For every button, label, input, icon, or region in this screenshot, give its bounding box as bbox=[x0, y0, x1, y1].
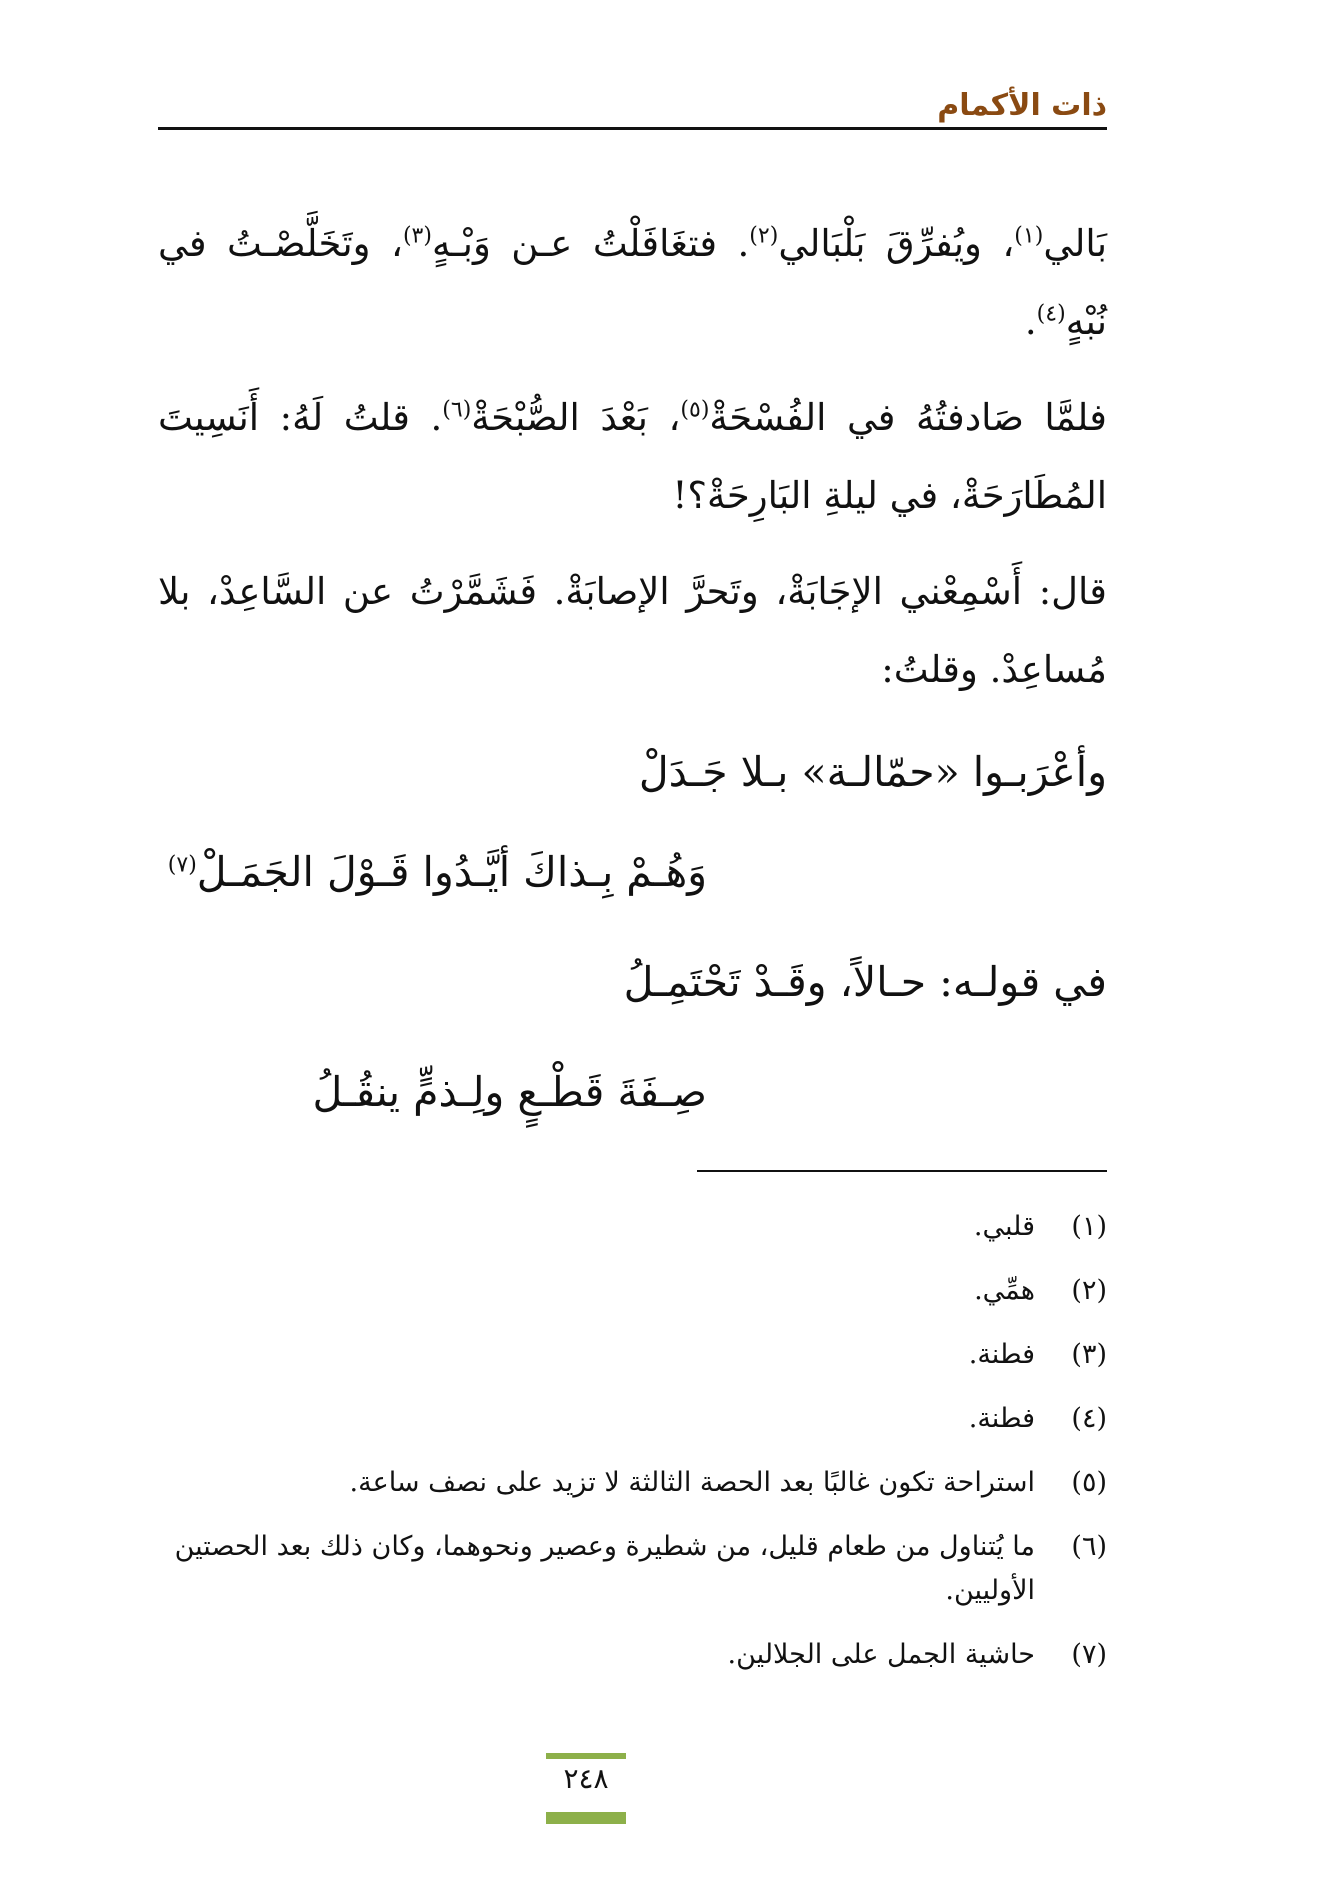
footnote-text: ما يُتناول من طعام قليل، من شطيرة وعصير ونحوهما، وكان ذلك بعد الحصتين الأوليين. bbox=[174, 1531, 1035, 1606]
verse-text: صِـفَةَ قَطْـعٍ ولِـذمٍّ ينقُـلُ bbox=[312, 1068, 707, 1116]
paragraph-1 bbox=[158, 205, 1107, 361]
footnote-number: (١) bbox=[1071, 1211, 1107, 1242]
footnote-item bbox=[158, 1269, 1107, 1313]
verse-line-4 bbox=[312, 1068, 707, 1116]
verse-text: وَهُـمْ بِـذاكَ أيَّـدُوا قَـوْلَ الجَمَـلْ bbox=[196, 848, 707, 896]
footnote-item bbox=[158, 1461, 1107, 1505]
footnote-text: فطنة. bbox=[968, 1339, 1035, 1370]
footnote-item bbox=[158, 1633, 1107, 1677]
text-segment: ، ويُفرِّقَ بَلْبَالي bbox=[778, 222, 1015, 265]
footnotes bbox=[158, 1205, 1107, 1697]
text-segment: ، وتَخَلَّصْـتُ في نُبْهٍ bbox=[158, 222, 1107, 343]
header-rule bbox=[158, 127, 1107, 130]
body-text bbox=[158, 205, 1107, 727]
text-segment: . فتغَافَلْتُ عـن وَبْـهٍ bbox=[431, 222, 750, 265]
footnote-number: (٢) bbox=[1071, 1275, 1107, 1306]
text-segment: قال: أَسْمِعْني الإجَابَةْ، وتَحرَّ الإصابَةْ. فَشَمَّرْتُ عن السَّاعِدْ، بلا مُساعِدْ. وقلتُ: bbox=[158, 570, 1107, 691]
verse-line-3 bbox=[624, 958, 1107, 1006]
footnote-ref-1[interactable]: (١) bbox=[1014, 223, 1044, 249]
page-number-bottom-bar bbox=[546, 1812, 626, 1824]
text-segment: . قلتُ لَهُ: أَنَسِيتَ المُطَارَحَةْ، في ليلةِ البَارِحَةْ؟! bbox=[158, 396, 1107, 517]
verse-text: وأعْرَبـوا «حمّالـة» بـلا جَـدَلْ bbox=[638, 748, 1107, 796]
footnote-ref-2[interactable]: (٢) bbox=[749, 223, 779, 249]
running-header-title: ذات الأكمام bbox=[937, 88, 1107, 123]
footnote-ref-7[interactable]: (٧) bbox=[167, 852, 197, 878]
footnote-text: حاشية الجمل على الجلالين. bbox=[727, 1639, 1035, 1670]
paragraph-3 bbox=[158, 553, 1107, 709]
footnote-item bbox=[158, 1525, 1107, 1613]
footnote-text: قلبي. bbox=[973, 1211, 1035, 1242]
footnote-number: (٧) bbox=[1071, 1639, 1107, 1670]
paragraph-2 bbox=[158, 379, 1107, 535]
footnote-number: (٥) bbox=[1071, 1467, 1107, 1498]
footnote-item bbox=[158, 1397, 1107, 1441]
footnote-ref-5[interactable]: (٥) bbox=[680, 397, 710, 423]
footnote-ref-4[interactable]: (٤) bbox=[1036, 301, 1066, 327]
verse-line-1 bbox=[639, 748, 1107, 796]
footnote-number: (٤) bbox=[1071, 1403, 1107, 1434]
text-segment: بَالي bbox=[1043, 222, 1107, 265]
text-segment: فلمَّا صَادفتُهُ في الفُسْحَةْ bbox=[709, 396, 1107, 439]
footnote-number: (٣) bbox=[1071, 1339, 1107, 1370]
verse-line-2 bbox=[168, 848, 707, 896]
footnote-item bbox=[158, 1333, 1107, 1377]
text-segment: . bbox=[1024, 300, 1037, 343]
footnote-text: فطنة. bbox=[968, 1403, 1035, 1434]
page-number: ٢٤٨ bbox=[563, 1762, 609, 1795]
footnote-text: استراحة تكون غالبًا بعد الحصة الثالثة لا تزيد على نصف ساعة. bbox=[349, 1467, 1035, 1498]
verse-text: في قولـه: حـالاً، وقَـدْ تَحْتَمِـلُ bbox=[623, 958, 1107, 1006]
text-segment: ، بَعْدَ الصُّبْحَةْ bbox=[471, 396, 681, 439]
footnote-item bbox=[158, 1205, 1107, 1249]
footnote-text: همِّي. bbox=[974, 1275, 1035, 1306]
footnote-number: (٦) bbox=[1071, 1531, 1107, 1562]
page-number-top-bar bbox=[546, 1753, 626, 1759]
footnote-ref-3[interactable]: (٣) bbox=[402, 223, 432, 249]
footnote-ref-6[interactable]: (٦) bbox=[442, 397, 472, 423]
footnote-separator bbox=[697, 1170, 1107, 1172]
